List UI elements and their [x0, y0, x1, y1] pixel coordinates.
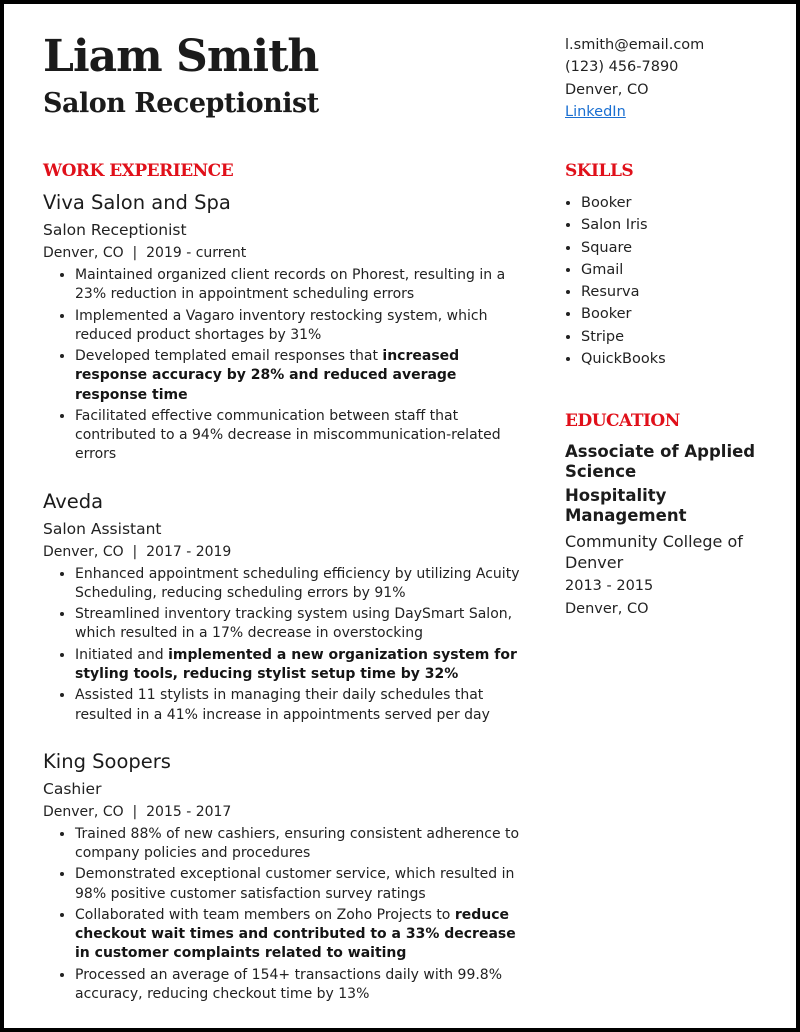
- contact-phone: (123) 456-7890: [565, 59, 679, 76]
- job-role: Cashier: [43, 779, 102, 798]
- education-heading: EDUCATION: [565, 411, 680, 432]
- job-meta: Denver, CO | 2015 - 2017: [43, 803, 232, 820]
- skill-item: • Gmail: [581, 259, 775, 281]
- contact-email[interactable]: l.smith@email.com: [565, 37, 705, 53]
- job-company: King Soopers: [43, 749, 171, 773]
- work-experience-section: [43, 160, 523, 1006]
- education-school: Community College of Denver: [565, 532, 743, 572]
- skill-item: • Salon Iris: [581, 214, 775, 236]
- skills-list: [565, 192, 775, 370]
- list-item: • Enhanced appointment scheduling efficiency by utilizing Acuity Scheduling, reducing scheduling errors by 91%: [75, 565, 523, 603]
- list-item: • Facilitated effective communication between staff that contributed to a 94% decrease in miscommunication-related errors: [75, 407, 523, 465]
- job-role: Salon Receptionist: [43, 221, 187, 239]
- job-entry: [43, 489, 523, 725]
- job-meta: Denver, CO | 2019 - current: [43, 245, 247, 261]
- skill-item: • Booker: [581, 303, 775, 325]
- contact-location: Denver, CO: [565, 81, 649, 98]
- list-item: • Implemented a Vagaro inventory restocking system, which reduced product shortages by 31%: [75, 307, 523, 345]
- sidebar: [565, 160, 775, 620]
- skill-item: • Stripe: [581, 326, 775, 348]
- education-years: 2013 - 2015: [565, 578, 654, 595]
- list-item: • Streamlined inventory tracking system using DaySmart Salon, which resulted in a 17% decrease in overstocking: [75, 605, 523, 643]
- resume-page: [4, 4, 796, 1028]
- skill-item: • Booker: [581, 192, 775, 214]
- skill-item: • Square: [581, 237, 775, 259]
- job-role: Salon Assistant: [43, 519, 162, 538]
- job-entry: [43, 749, 523, 1004]
- work-experience-heading: WORK EXPERIENCE: [43, 161, 234, 181]
- list-item: • Assisted 11 stylists in managing their daily schedules that resulted in a 41% increase in appointments served per day: [75, 686, 523, 724]
- job-bullets: [43, 565, 523, 725]
- list-item: • Demonstrated exceptional customer service, which resulted in 98% positive customer satisfaction survey ratings: [75, 865, 523, 903]
- skill-item: • QuickBooks: [581, 348, 775, 370]
- list-item: • Processed an average of 154+ transactions daily with 99.8% accuracy, reducing checkout time by 13%: [75, 966, 523, 1004]
- list-item: • Developed templated email responses that increased response accuracy by 28% and reduced average response time: [75, 347, 523, 405]
- education-location: Denver, CO: [565, 600, 649, 617]
- candidate-title: Salon Receptionist: [43, 88, 319, 119]
- job-bullets: [43, 266, 523, 465]
- list-item: • Maintained organized client records on Phorest, resulting in a 23% reduction in appointment scheduling errors: [75, 266, 523, 304]
- job-meta: Denver, CO | 2017 - 2019: [43, 543, 232, 560]
- list-item: • Collaborated with team members on Zoho Projects to reduce checkout wait times and contributed to a 33% decrease in customer complaints related to waiting: [75, 906, 523, 964]
- job-bullets: [43, 825, 523, 1004]
- candidate-name: Liam Smith: [43, 31, 319, 82]
- contact-block: [565, 34, 704, 123]
- job-company: Aveda: [43, 489, 104, 513]
- job-company: Viva Salon and Spa: [43, 191, 231, 214]
- list-item: • Trained 88% of new cashiers, ensuring consistent adherence to company policies and procedures: [75, 825, 523, 863]
- education-degree: Associate of Applied Science: [565, 442, 756, 482]
- linkedin-link[interactable]: LinkedIn: [565, 103, 626, 120]
- job-entry: [43, 190, 523, 465]
- list-item: • Initiated and implemented a new organization system for styling tools, reducing stylist setup time by 32%: [75, 646, 523, 684]
- skills-heading: SKILLS: [565, 161, 634, 181]
- education-field: Hospitality Management: [565, 486, 687, 526]
- skill-item: • Resurva: [581, 281, 775, 303]
